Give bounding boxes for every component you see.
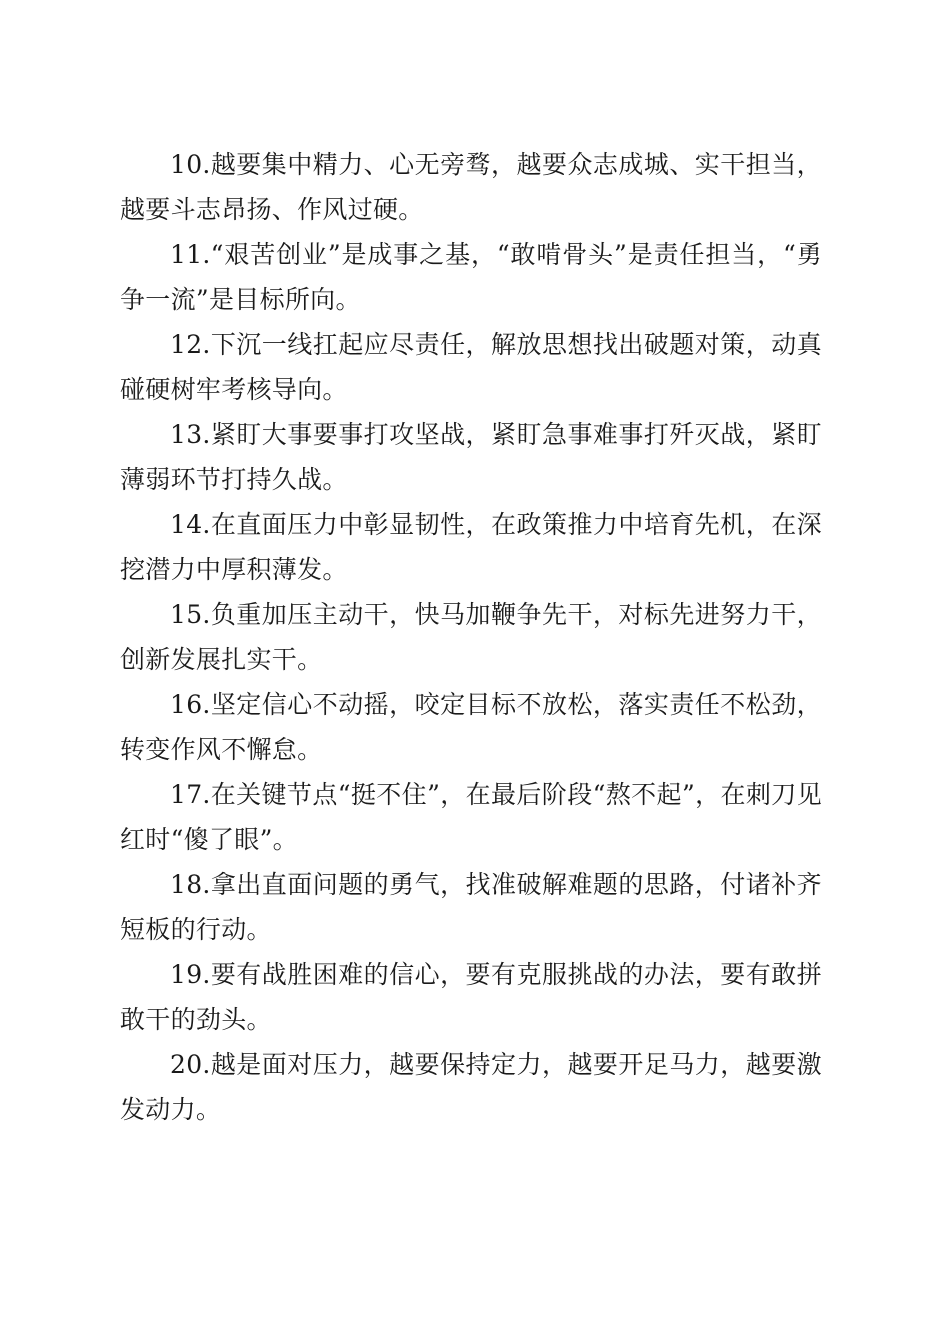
list-item: 16.坚定信心不动摇，咬定目标不放松，落实责任不松劲，转变作风不懈怠。 [120,690,822,764]
list-item: 15.负重加压主动干，快马加鞭争先干，对标先进努力干，创新发展扎实干。 [120,600,822,674]
list-item: 18.拿出直面问题的勇气，找准破解难题的思路，付诸补齐短板的行动。 [120,870,822,944]
list-item: 13.紧盯大事要事打攻坚战，紧盯急事难事打歼灭战，紧盯薄弱环节打持久战。 [120,420,822,494]
list-item: 14.在直面压力中彰显韧性，在政策推力中培育先机，在深挖潜力中厚积薄发。 [120,510,822,584]
list-item: 12.下沉一线扛起应尽责任，解放思想找出破题对策，动真碰硬树牢考核导向。 [120,330,822,404]
document-body [120,142,822,1132]
list-item: 20.越是面对压力，越要保持定力，越要开足马力，越要激发动力。 [120,1050,822,1124]
list-item: 19.要有战胜困难的信心，要有克服挑战的办法，要有敢拼敢干的劲头。 [120,960,822,1034]
list-item: 10.越要集中精力、心无旁骛，越要众志成城、实干担当，越要斗志昂扬、作风过硬。 [120,150,822,224]
list-item: 11.“艰苦创业”是成事之基，“敢啃骨头”是责任担当，“勇争一流”是目标所向。 [120,240,822,314]
list-item: 17.在关键节点“挺不住”，在最后阶段“熬不起”，在刺刀见红时“傻了眼”。 [120,780,822,854]
